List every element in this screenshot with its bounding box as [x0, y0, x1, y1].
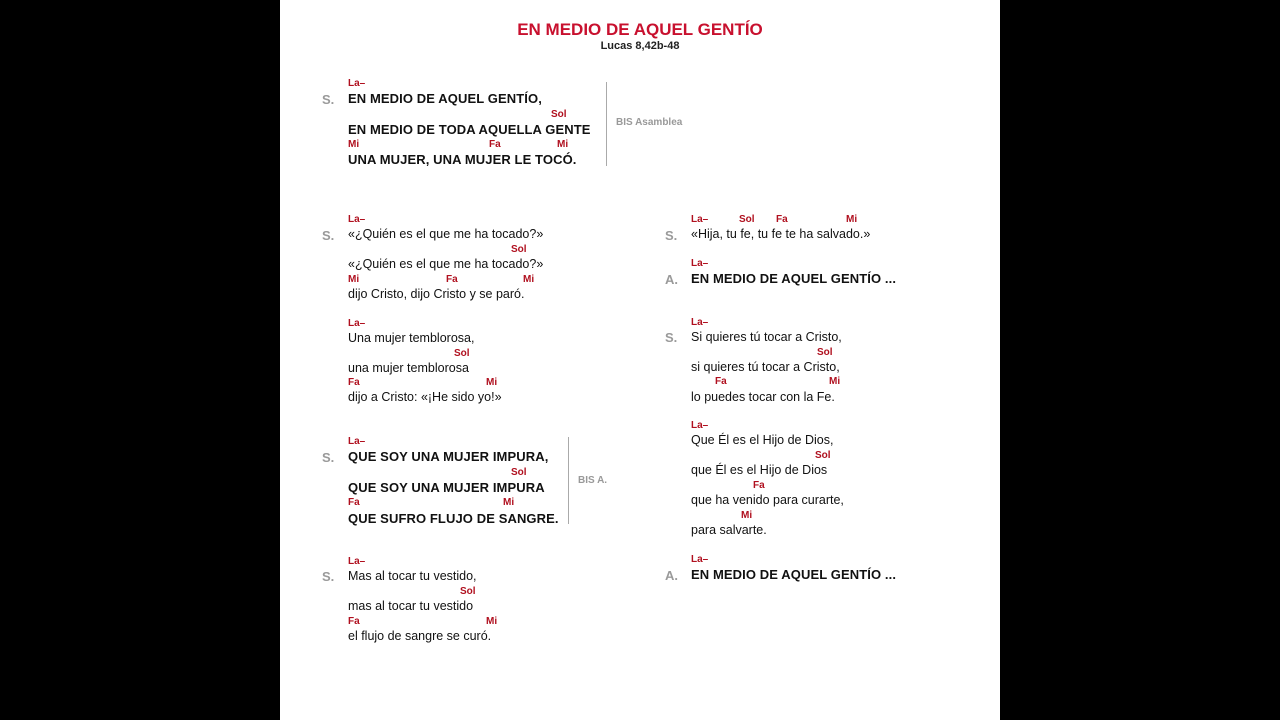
lyric-line: EN MEDIO DE AQUEL GENTÍO ...: [691, 567, 897, 582]
chord: Mi: [486, 377, 498, 388]
chord: Fa: [348, 616, 360, 627]
chord: Mi: [741, 510, 753, 521]
lyric-line: que ha venido para curarte,: [691, 493, 844, 507]
repeat-bracket: [568, 437, 569, 524]
role-label: S.: [322, 450, 335, 465]
chord: La–: [691, 214, 709, 225]
chord: Sol: [460, 586, 476, 597]
song-reference: Lucas 8,42b-48: [600, 40, 680, 52]
chord: Mi: [348, 139, 360, 150]
role-label: S.: [665, 330, 678, 345]
lyric-line: UNA MUJER, UNA MUJER LE TOCÓ.: [348, 152, 577, 167]
lyric-line: Si quieres tú tocar a Cristo,: [691, 330, 842, 344]
lyric-line: EN MEDIO DE TODA AQUELLA GENTE: [348, 122, 591, 137]
lyric-line: dijo Cristo, dijo Cristo y se paró.: [348, 287, 525, 301]
chord: La–: [691, 317, 709, 328]
chord: Sol: [739, 214, 755, 225]
chord: Mi: [348, 274, 360, 285]
chord: Fa: [348, 497, 360, 508]
lyric-line: QUE SOY UNA MUJER IMPURA: [348, 480, 545, 495]
chord: Mi: [557, 139, 569, 150]
chord: Fa: [348, 377, 360, 388]
lyric-line: EN MEDIO DE AQUEL GENTÍO ...: [691, 271, 897, 286]
chord: Sol: [815, 450, 831, 461]
lyric-line: mas al tocar tu vestido: [348, 599, 474, 613]
lyric-line: que Él es el Hijo de Dios: [691, 463, 828, 477]
chord: La–: [348, 78, 366, 89]
chord: Fa: [489, 139, 501, 150]
repeat-bracket: [606, 82, 607, 166]
song-sheet: [280, 0, 1000, 720]
chord: La–: [348, 556, 366, 567]
chord: Fa: [446, 274, 458, 285]
lyric-line: lo puedes tocar con la Fe.: [691, 390, 835, 404]
chord: Sol: [511, 244, 527, 255]
lyric-line: Mas al tocar tu vestido,: [348, 569, 477, 583]
chord: La–: [691, 554, 709, 565]
lyric-line: «Hija, tu fe, tu fe te ha salvado.»: [691, 227, 871, 241]
chord: Fa: [715, 376, 727, 387]
lyric-line: dijo a Cristo: «¡He sido yo!»: [348, 390, 502, 404]
chord: Mi: [503, 497, 515, 508]
chord: Fa: [753, 480, 765, 491]
role-label: S.: [322, 569, 335, 584]
chord: La–: [691, 420, 709, 431]
chord: Sol: [511, 467, 527, 478]
lyric-line: QUE SUFRO FLUJO DE SANGRE.: [348, 511, 559, 526]
chord: Mi: [486, 616, 498, 627]
role-label: A.: [665, 272, 678, 287]
chord: Mi: [846, 214, 858, 225]
chord: La–: [348, 318, 366, 329]
lyric-line: «¿Quién es el que me ha tocado?»: [348, 257, 544, 271]
chord: Sol: [454, 348, 470, 359]
repeat-note: BIS Asamblea: [616, 117, 683, 128]
chord: Mi: [523, 274, 535, 285]
chord: La–: [691, 258, 709, 269]
chord: Sol: [551, 109, 567, 120]
lyric-line: Que Él es el Hijo de Dios,: [691, 433, 834, 447]
role-label: A.: [665, 568, 678, 583]
lyric-line: el flujo de sangre se curó.: [348, 629, 492, 643]
role-label: S.: [665, 228, 678, 243]
lyric-line: EN MEDIO DE AQUEL GENTÍO,: [348, 91, 542, 106]
lyric-line: QUE SOY UNA MUJER IMPURA,: [348, 449, 549, 464]
repeat-note: BIS A.: [578, 475, 608, 486]
chord: Sol: [817, 347, 833, 358]
song-title: EN MEDIO DE AQUEL GENTÍO: [517, 20, 763, 39]
chord: La–: [348, 436, 366, 447]
lyric-line: Una mujer temblorosa,: [348, 331, 475, 345]
lyric-line: para salvarte.: [691, 523, 767, 537]
lyric-line: una mujer temblorosa: [348, 361, 469, 375]
chord: Fa: [776, 214, 788, 225]
role-label: S.: [322, 92, 335, 107]
chord: Mi: [829, 376, 841, 387]
chord: La–: [348, 214, 366, 225]
lyric-line: «¿Quién es el que me ha tocado?»: [348, 227, 544, 241]
role-label: S.: [322, 228, 335, 243]
lyric-line: si quieres tú tocar a Cristo,: [691, 360, 840, 374]
